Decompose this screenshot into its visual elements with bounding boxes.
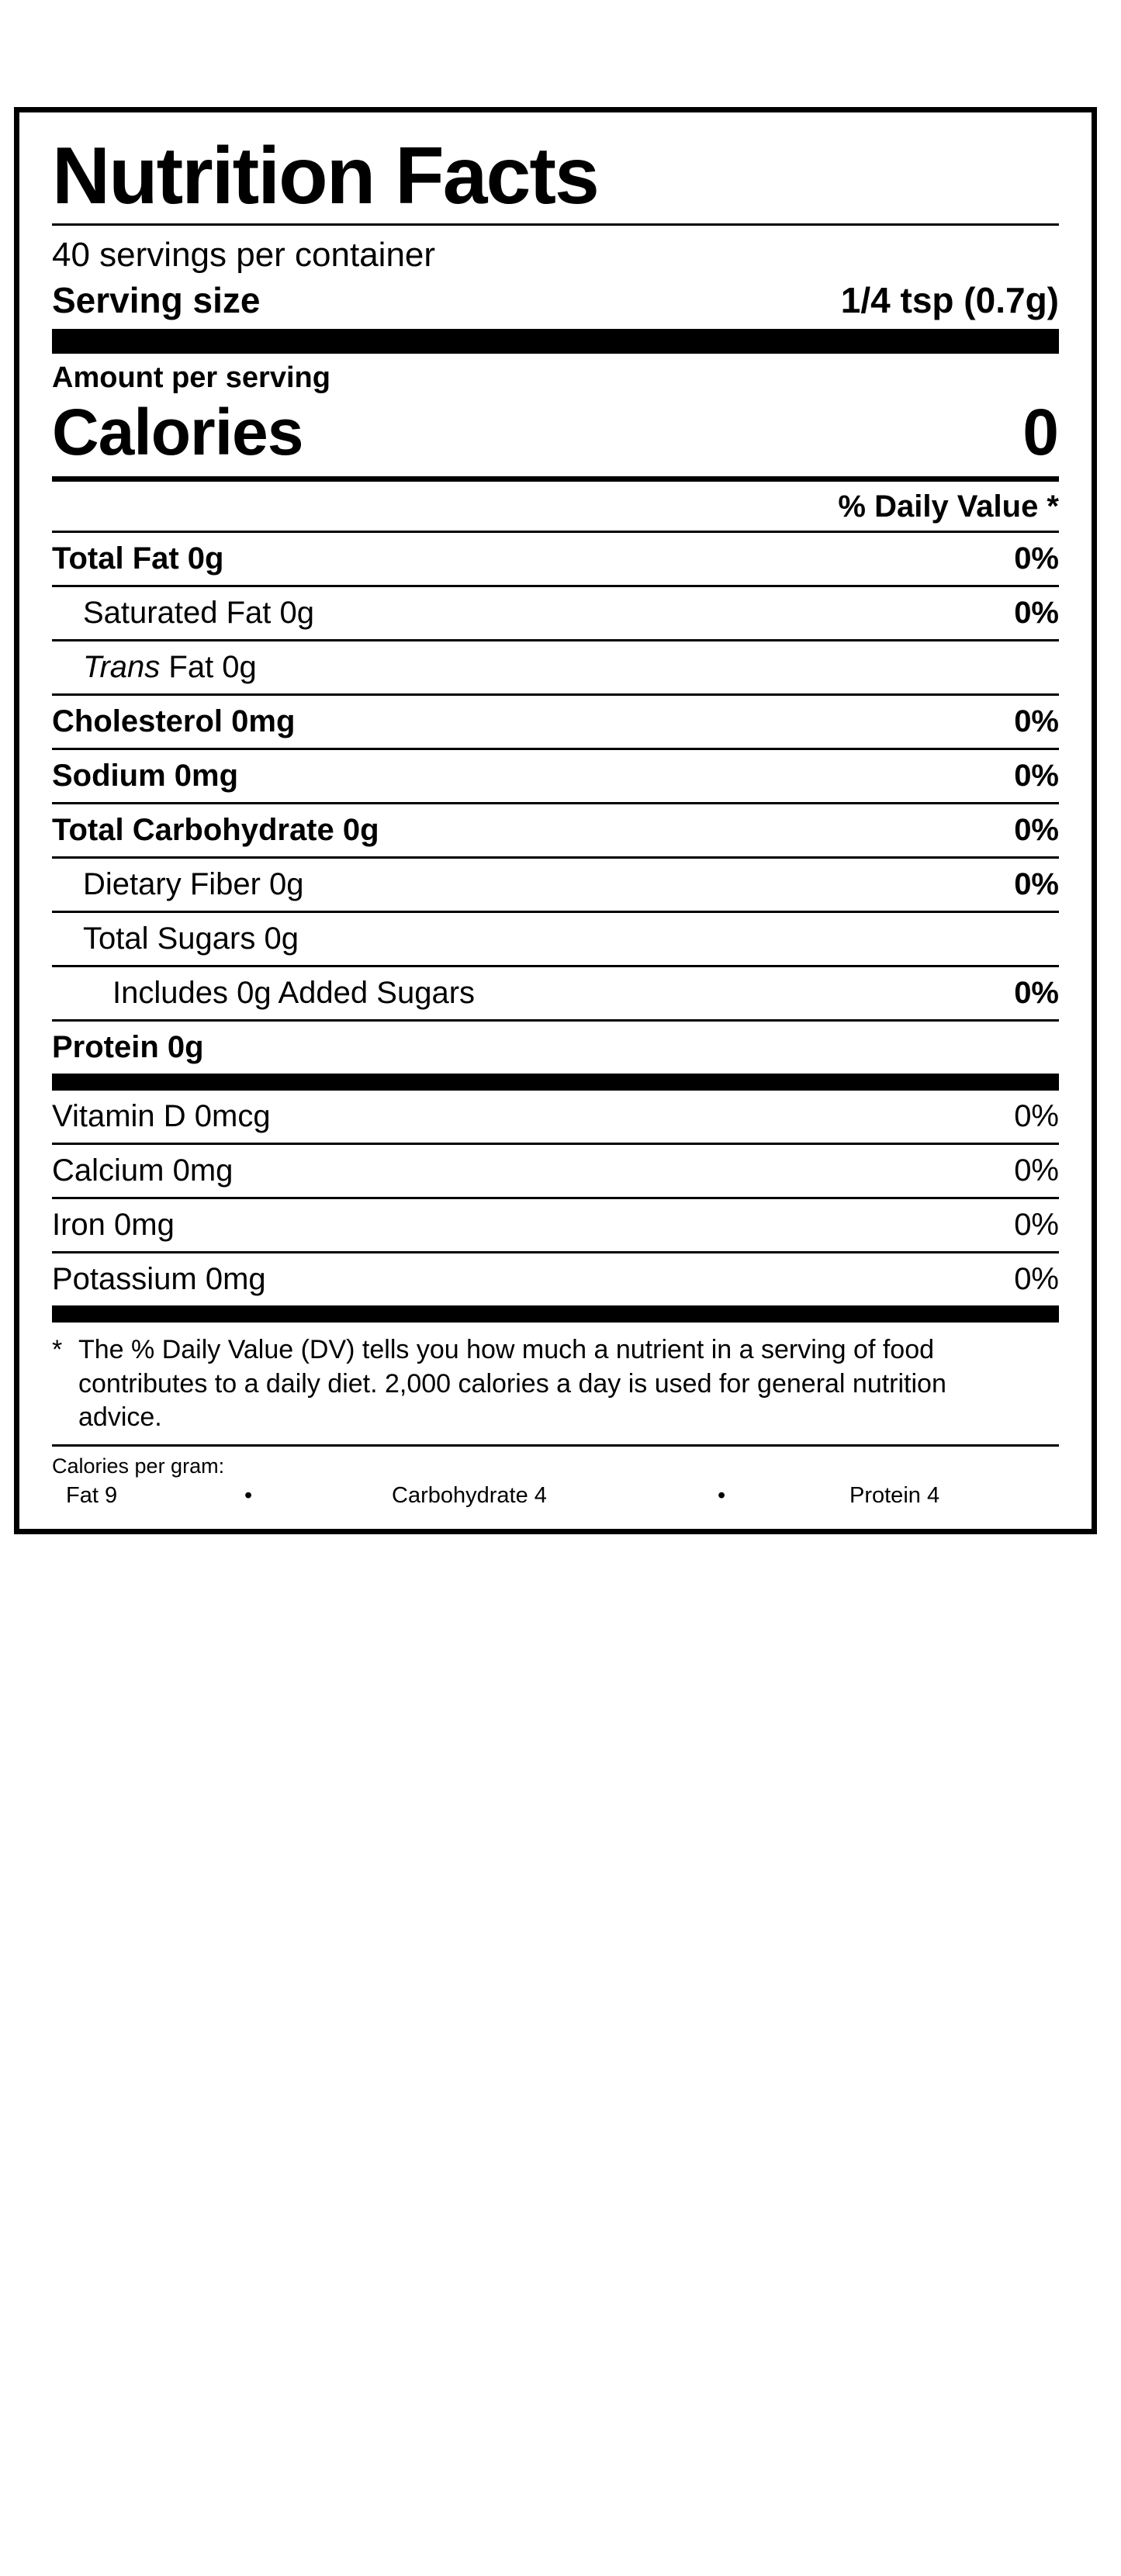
- calories-row: [52, 395, 1059, 476]
- nutrient-name: Total Sugars 0g: [83, 921, 299, 956]
- nutrient-name: Dietary Fiber 0g: [83, 867, 304, 902]
- cpg-fat: Fat 9: [66, 1482, 118, 1508]
- nutrient-percent: 0%: [1014, 704, 1059, 739]
- table-row: [52, 1197, 1059, 1251]
- vitamin-name: Vitamin D 0mcg: [52, 1099, 271, 1134]
- table-row: [52, 748, 1059, 802]
- nutrient-percent: 0%: [1014, 976, 1059, 1011]
- calories-label: Calories: [52, 396, 303, 469]
- nutrient-name: Saturated Fat 0g: [83, 596, 314, 631]
- table-row: [52, 693, 1059, 748]
- table-row: [52, 531, 1059, 585]
- vitamin-name: Iron 0mg: [52, 1208, 175, 1243]
- servings-per-container: 40 servings per container: [52, 236, 436, 275]
- footnote-star: *: [52, 1335, 63, 1365]
- vitamin-name: Potassium 0mg: [52, 1262, 266, 1297]
- table-row: [52, 585, 1059, 639]
- nutrient-name: Total Carbohydrate 0g: [52, 813, 379, 848]
- serving-size-row: [52, 278, 1059, 329]
- nutrient-name: Sodium 0mg: [52, 759, 239, 794]
- nutrient-name: Cholesterol 0mg: [52, 704, 296, 739]
- table-row: [52, 639, 1059, 693]
- table-row: [52, 1091, 1059, 1143]
- nutrient-percent: 0%: [1014, 541, 1059, 576]
- table-row: [52, 965, 1059, 1019]
- calories-per-gram-title: Calories per gram:: [52, 1454, 225, 1478]
- footnote: [52, 1323, 1059, 1444]
- divider-thick-footnote: [52, 1305, 1059, 1323]
- divider-under-calories: [52, 476, 1059, 482]
- table-row: [52, 1019, 1059, 1074]
- amount-per-serving-label: Amount per serving: [52, 361, 330, 395]
- trans-italic-prefix: Trans: [83, 650, 161, 685]
- vitamin-percent: 0%: [1014, 1099, 1059, 1134]
- table-row: [52, 856, 1059, 911]
- cpg-protein: Protein 4: [849, 1482, 940, 1508]
- divider-thick-top: [52, 329, 1059, 354]
- cpg-bullet-1: •: [244, 1482, 253, 1508]
- nutrient-name: Total Fat 0g: [52, 541, 224, 576]
- page-title: Nutrition Facts: [52, 131, 598, 221]
- nutrient-percent: 0%: [1014, 867, 1059, 902]
- nutrient-percent: 0%: [1014, 596, 1059, 631]
- nutrient-name: Protein 0g: [52, 1030, 204, 1065]
- calories-per-gram-row: [52, 1483, 1059, 1509]
- table-row: [52, 802, 1059, 856]
- calories-per-gram-block: [52, 1444, 1059, 1509]
- footnote-text: The % Daily Value (DV) tells you how much a nutrient in a serving of food contributes to a daily diet. 2,000 calories a day is used for general nutrition advice.: [78, 1335, 946, 1433]
- serving-size-value: 1/4 tsp (0.7g): [840, 280, 1059, 321]
- daily-value-header: % Daily Value *: [838, 489, 1059, 524]
- divider-thick-vitamins: [52, 1074, 1059, 1091]
- table-row: [52, 911, 1059, 965]
- table-row: [52, 1143, 1059, 1197]
- table-row: [52, 1251, 1059, 1305]
- cpg-bullet-2: •: [718, 1482, 726, 1508]
- serving-size-label: Serving size: [52, 280, 261, 321]
- nutrient-name: Includes 0g Added Sugars: [112, 976, 476, 1011]
- vitamin-name: Calcium 0mg: [52, 1153, 234, 1188]
- vitamin-percent: 0%: [1014, 1208, 1059, 1243]
- nutrient-percent: 0%: [1014, 759, 1059, 794]
- vitamin-percent: 0%: [1014, 1153, 1059, 1188]
- nutrient-percent: 0%: [1014, 813, 1059, 848]
- trans-fat-rest: Fat 0g: [160, 650, 257, 685]
- nutrition-facts-label: [14, 107, 1097, 1534]
- calories-value: 0: [1022, 396, 1059, 469]
- vitamin-percent: 0%: [1014, 1262, 1059, 1297]
- nutrient-name: [52, 650, 257, 685]
- cpg-carbohydrate: Carbohydrate 4: [392, 1482, 547, 1508]
